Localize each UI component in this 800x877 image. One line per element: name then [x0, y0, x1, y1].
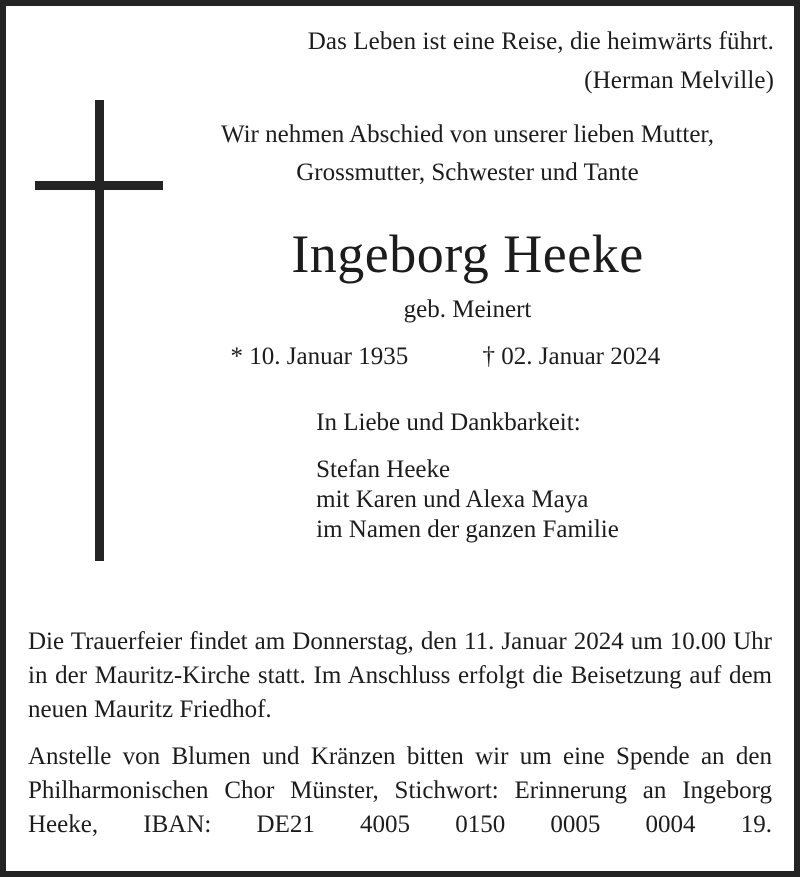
funeral-service-paragraph: Die Trauerfeier findet am Donnerstag, den 11. Januar 2024 um 10.00 Uhr in der Mauritz-Kirche statt. Im Anschluss erfolgt die Beisetzung auf dem neuen Mauritz Friedhof. [28, 628, 772, 723]
salutation-block [171, 116, 764, 192]
donation-paragraph: Anstelle von Blumen und Kränzen bitten wir um eine Spende an den Philharmonischen Chor Münster, Stichwort: Erinnerung an Ingeborg Heeke, IBAN: DE21 4005 0150 0005 0004 19. [28, 743, 772, 838]
family-line: mit Karen und Alexa Maya [316, 486, 589, 513]
salutation-line-2: Grossmutter, Schwester und Tante [296, 159, 639, 186]
life-dates [171, 340, 764, 374]
family-line: Stefan Heeke [316, 456, 451, 483]
notice-upper-section [6, 6, 794, 545]
deceased-maiden-name: geb. Meinert [403, 296, 532, 323]
deceased-name-block [171, 224, 764, 326]
deceased-name: Ingeborg Heeke [291, 224, 644, 284]
memorial-quote [6, 22, 794, 100]
quote-author: (Herman Melville) [584, 67, 774, 94]
family-lead-text: In Liebe und Dankbarkeit: [316, 409, 581, 436]
death-date: † 02. Januar 2024 [482, 343, 661, 370]
salutation-line-1: Wir nehmen Abschied von unserer lieben Mutter, [221, 121, 714, 148]
birth-date: * 10. Januar 1935 [230, 343, 409, 370]
notice-lower-section [6, 625, 794, 876]
family-block [171, 408, 764, 545]
family-inner [316, 408, 619, 545]
quote-text: Das Leben ist eine Reise, die heimwärts führt. [307, 28, 774, 55]
family-line: im Namen der ganzen Familie [316, 516, 619, 543]
